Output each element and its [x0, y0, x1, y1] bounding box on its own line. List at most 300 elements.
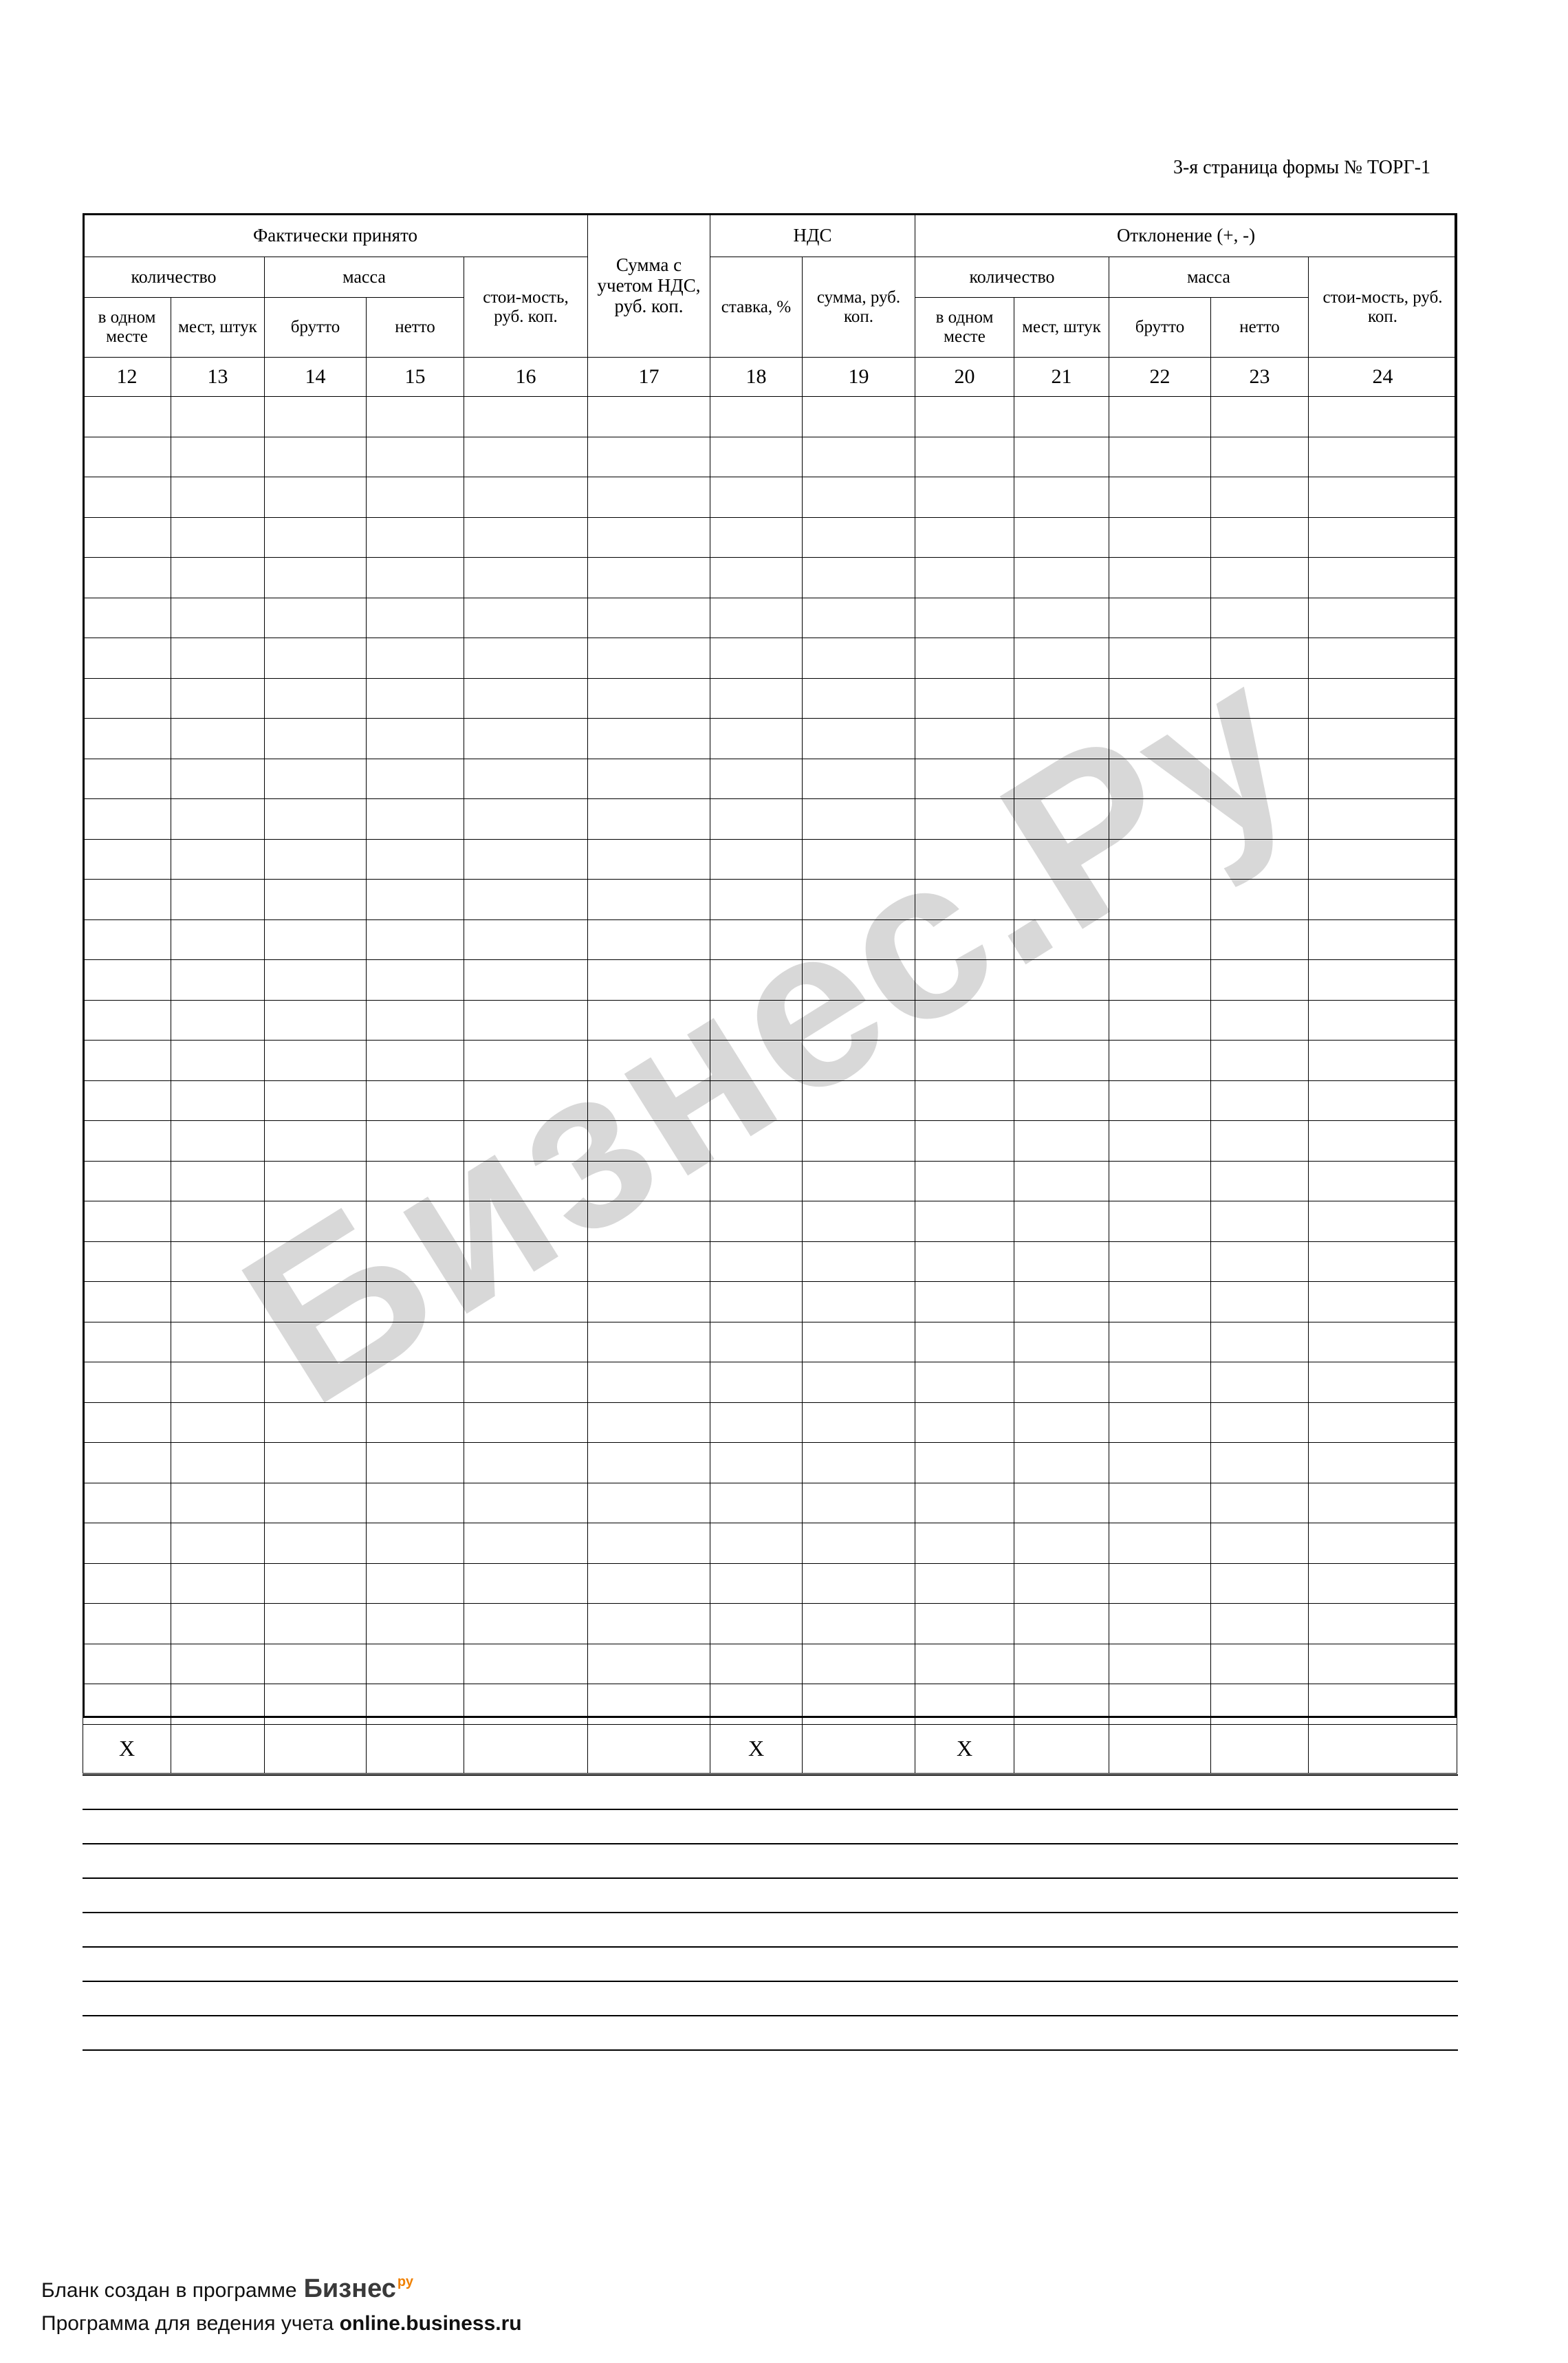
- table-cell[interactable]: [1211, 1604, 1309, 1644]
- table-cell[interactable]: [367, 1604, 464, 1644]
- table-cell[interactable]: [83, 1362, 171, 1403]
- table-cell[interactable]: [171, 1402, 265, 1443]
- table-cell[interactable]: [710, 1201, 803, 1242]
- table-cell[interactable]: [265, 558, 367, 598]
- table-cell[interactable]: [1309, 1563, 1457, 1604]
- total-cell[interactable]: [1309, 1724, 1457, 1773]
- table-cell[interactable]: [710, 960, 803, 1001]
- table-cell[interactable]: [464, 397, 588, 437]
- table-cell[interactable]: [1014, 1563, 1109, 1604]
- table-cell[interactable]: [265, 1322, 367, 1362]
- table-cell[interactable]: [1014, 1322, 1109, 1362]
- table-cell[interactable]: [265, 1080, 367, 1121]
- table-cell[interactable]: [803, 678, 915, 719]
- table-cell[interactable]: [588, 1282, 710, 1322]
- table-cell[interactable]: [588, 919, 710, 960]
- table-cell[interactable]: [1211, 1041, 1309, 1081]
- table-cell[interactable]: [464, 678, 588, 719]
- table-cell[interactable]: [1014, 919, 1109, 960]
- table-cell[interactable]: [1211, 1483, 1309, 1523]
- table-cell[interactable]: [710, 719, 803, 759]
- table-cell[interactable]: [588, 437, 710, 477]
- table-cell[interactable]: [171, 1241, 265, 1282]
- table-cell[interactable]: [265, 759, 367, 799]
- table-cell[interactable]: [1109, 1201, 1211, 1242]
- table-cell[interactable]: [710, 1402, 803, 1443]
- table-cell[interactable]: [1211, 1121, 1309, 1162]
- table-cell[interactable]: [710, 477, 803, 518]
- table-cell[interactable]: [367, 1523, 464, 1564]
- table-cell[interactable]: [803, 960, 915, 1001]
- table-cell[interactable]: [464, 558, 588, 598]
- table-cell[interactable]: [915, 1604, 1014, 1644]
- table-cell[interactable]: [803, 1483, 915, 1523]
- table-cell[interactable]: [171, 1362, 265, 1403]
- table-cell[interactable]: [1014, 1121, 1109, 1162]
- table-cell[interactable]: [1211, 1161, 1309, 1201]
- table-cell[interactable]: [1109, 1362, 1211, 1403]
- table-cell[interactable]: [171, 759, 265, 799]
- table-cell[interactable]: [83, 1282, 171, 1322]
- table-cell[interactable]: [83, 558, 171, 598]
- table-cell[interactable]: [83, 1483, 171, 1523]
- table-cell[interactable]: [83, 1644, 171, 1684]
- table-cell[interactable]: [1109, 558, 1211, 598]
- table-cell[interactable]: [83, 719, 171, 759]
- table-cell[interactable]: [1309, 839, 1457, 880]
- table-cell[interactable]: [367, 919, 464, 960]
- table-cell[interactable]: [1309, 1241, 1457, 1282]
- table-cell[interactable]: [265, 1402, 367, 1443]
- table-cell[interactable]: [1309, 1523, 1457, 1564]
- table-cell[interactable]: [265, 799, 367, 840]
- table-cell[interactable]: [1014, 517, 1109, 558]
- table-cell[interactable]: [171, 919, 265, 960]
- table-cell[interactable]: [710, 517, 803, 558]
- table-cell[interactable]: [464, 477, 588, 518]
- table-cell[interactable]: [367, 759, 464, 799]
- total-cell[interactable]: [1109, 1724, 1211, 1773]
- table-cell[interactable]: [588, 1201, 710, 1242]
- table-cell[interactable]: [83, 678, 171, 719]
- table-cell[interactable]: [171, 558, 265, 598]
- table-cell[interactable]: [588, 839, 710, 880]
- table-cell[interactable]: [1109, 919, 1211, 960]
- table-cell[interactable]: [915, 558, 1014, 598]
- table-cell[interactable]: [265, 960, 367, 1001]
- table-cell[interactable]: [1109, 1443, 1211, 1483]
- table-cell[interactable]: [1109, 839, 1211, 880]
- table-cell[interactable]: [803, 1322, 915, 1362]
- table-cell[interactable]: [1211, 1684, 1309, 1725]
- table-cell[interactable]: [1109, 1604, 1211, 1644]
- total-marker-cell[interactable]: X: [710, 1724, 803, 1773]
- table-cell[interactable]: [1211, 719, 1309, 759]
- table-cell[interactable]: [710, 1362, 803, 1403]
- table-cell[interactable]: [83, 1523, 171, 1564]
- table-cell[interactable]: [1211, 960, 1309, 1001]
- table-cell[interactable]: [1014, 1241, 1109, 1282]
- table-cell[interactable]: [1211, 1523, 1309, 1564]
- table-cell[interactable]: [1309, 1362, 1457, 1403]
- table-cell[interactable]: [915, 598, 1014, 638]
- table-cell[interactable]: [171, 1080, 265, 1121]
- table-cell[interactable]: [1211, 1644, 1309, 1684]
- table-cell[interactable]: [83, 1121, 171, 1162]
- table-cell[interactable]: [710, 1121, 803, 1162]
- table-cell[interactable]: [265, 880, 367, 920]
- table-cell[interactable]: [464, 1402, 588, 1443]
- table-cell[interactable]: [915, 1684, 1014, 1725]
- table-cell[interactable]: [588, 678, 710, 719]
- table-cell[interactable]: [171, 638, 265, 679]
- table-cell[interactable]: [265, 477, 367, 518]
- table-cell[interactable]: [710, 1644, 803, 1684]
- table-cell[interactable]: [367, 1644, 464, 1684]
- table-cell[interactable]: [1309, 598, 1457, 638]
- table-cell[interactable]: [803, 477, 915, 518]
- table-cell[interactable]: [588, 1362, 710, 1403]
- table-cell[interactable]: [367, 1684, 464, 1725]
- table-cell[interactable]: [171, 1121, 265, 1162]
- table-cell[interactable]: [1014, 558, 1109, 598]
- table-cell[interactable]: [464, 719, 588, 759]
- table-cell[interactable]: [1109, 880, 1211, 920]
- table-cell[interactable]: [1309, 437, 1457, 477]
- table-cell[interactable]: [83, 799, 171, 840]
- table-cell[interactable]: [83, 1563, 171, 1604]
- table-cell[interactable]: [367, 1362, 464, 1403]
- table-cell[interactable]: [710, 397, 803, 437]
- table-cell[interactable]: [83, 880, 171, 920]
- table-cell[interactable]: [588, 1523, 710, 1564]
- table-cell[interactable]: [367, 1080, 464, 1121]
- table-cell[interactable]: [265, 1000, 367, 1041]
- table-cell[interactable]: [915, 1121, 1014, 1162]
- total-marker-cell[interactable]: X: [915, 1724, 1014, 1773]
- table-cell[interactable]: [464, 1684, 588, 1725]
- table-cell[interactable]: [1109, 1644, 1211, 1684]
- table-cell[interactable]: [915, 437, 1014, 477]
- table-cell[interactable]: [710, 1604, 803, 1644]
- table-cell[interactable]: [1109, 1080, 1211, 1121]
- table-cell[interactable]: [803, 1604, 915, 1644]
- table-cell[interactable]: [1014, 1684, 1109, 1725]
- table-cell[interactable]: [915, 477, 1014, 518]
- table-cell[interactable]: [171, 1483, 265, 1523]
- table-cell[interactable]: [1014, 960, 1109, 1001]
- table-cell[interactable]: [803, 1041, 915, 1081]
- table-cell[interactable]: [915, 1041, 1014, 1081]
- table-cell[interactable]: [588, 960, 710, 1001]
- table-cell[interactable]: [803, 598, 915, 638]
- table-cell[interactable]: [803, 799, 915, 840]
- table-cell[interactable]: [367, 719, 464, 759]
- table-cell[interactable]: [265, 1282, 367, 1322]
- table-cell[interactable]: [915, 1483, 1014, 1523]
- table-cell[interactable]: [1014, 1041, 1109, 1081]
- table-cell[interactable]: [1014, 1080, 1109, 1121]
- table-cell[interactable]: [1211, 1080, 1309, 1121]
- table-cell[interactable]: [1211, 1443, 1309, 1483]
- table-cell[interactable]: [464, 1000, 588, 1041]
- table-cell[interactable]: [1309, 960, 1457, 1001]
- table-cell[interactable]: [588, 1443, 710, 1483]
- table-cell[interactable]: [367, 1282, 464, 1322]
- table-cell[interactable]: [367, 1121, 464, 1162]
- table-cell[interactable]: [1014, 1282, 1109, 1322]
- table-cell[interactable]: [171, 1644, 265, 1684]
- table-cell[interactable]: [915, 678, 1014, 719]
- table-cell[interactable]: [83, 1000, 171, 1041]
- table-cell[interactable]: [803, 919, 915, 960]
- table-cell[interactable]: [1211, 558, 1309, 598]
- table-cell[interactable]: [1309, 1201, 1457, 1242]
- table-cell[interactable]: [588, 1241, 710, 1282]
- table-cell[interactable]: [171, 1523, 265, 1564]
- table-cell[interactable]: [171, 1201, 265, 1242]
- table-cell[interactable]: [83, 397, 171, 437]
- table-cell[interactable]: [1109, 1161, 1211, 1201]
- table-cell[interactable]: [915, 1402, 1014, 1443]
- table-cell[interactable]: [710, 1282, 803, 1322]
- table-cell[interactable]: [710, 1161, 803, 1201]
- table-cell[interactable]: [171, 1282, 265, 1322]
- table-cell[interactable]: [1211, 598, 1309, 638]
- table-cell[interactable]: [265, 1121, 367, 1162]
- table-cell[interactable]: [1014, 839, 1109, 880]
- table-cell[interactable]: [265, 1644, 367, 1684]
- table-cell[interactable]: [588, 1041, 710, 1081]
- table-cell[interactable]: [588, 558, 710, 598]
- table-cell[interactable]: [803, 1362, 915, 1403]
- table-cell[interactable]: [1014, 880, 1109, 920]
- table-cell[interactable]: [367, 1563, 464, 1604]
- table-cell[interactable]: [1014, 1443, 1109, 1483]
- table-cell[interactable]: [803, 1000, 915, 1041]
- table-cell[interactable]: [464, 1563, 588, 1604]
- table-cell[interactable]: [1014, 1523, 1109, 1564]
- table-cell[interactable]: [265, 1563, 367, 1604]
- table-cell[interactable]: [171, 839, 265, 880]
- table-cell[interactable]: [464, 1161, 588, 1201]
- table-cell[interactable]: [1211, 799, 1309, 840]
- table-cell[interactable]: [803, 397, 915, 437]
- table-cell[interactable]: [1109, 1121, 1211, 1162]
- table-cell[interactable]: [1109, 960, 1211, 1001]
- total-cell[interactable]: [1014, 1724, 1109, 1773]
- table-cell[interactable]: [265, 719, 367, 759]
- table-cell[interactable]: [171, 1443, 265, 1483]
- table-cell[interactable]: [83, 1322, 171, 1362]
- total-cell[interactable]: [367, 1724, 464, 1773]
- table-cell[interactable]: [915, 1201, 1014, 1242]
- total-cell[interactable]: [588, 1724, 710, 1773]
- table-cell[interactable]: [171, 1322, 265, 1362]
- table-cell[interactable]: [1211, 880, 1309, 920]
- table-cell[interactable]: [710, 839, 803, 880]
- table-cell[interactable]: [1014, 1483, 1109, 1523]
- table-cell[interactable]: [1014, 598, 1109, 638]
- table-cell[interactable]: [83, 1241, 171, 1282]
- table-cell[interactable]: [1211, 919, 1309, 960]
- table-cell[interactable]: [464, 1282, 588, 1322]
- table-cell[interactable]: [710, 880, 803, 920]
- table-cell[interactable]: [83, 1041, 171, 1081]
- table-cell[interactable]: [1309, 1483, 1457, 1523]
- table-cell[interactable]: [1109, 1241, 1211, 1282]
- table-cell[interactable]: [588, 477, 710, 518]
- table-cell[interactable]: [915, 719, 1014, 759]
- table-cell[interactable]: [367, 1041, 464, 1081]
- table-cell[interactable]: [1109, 517, 1211, 558]
- table-cell[interactable]: [710, 1563, 803, 1604]
- table-cell[interactable]: [1309, 517, 1457, 558]
- table-cell[interactable]: [1309, 1684, 1457, 1725]
- table-cell[interactable]: [1014, 638, 1109, 679]
- total-marker-cell[interactable]: X: [83, 1724, 171, 1773]
- table-cell[interactable]: [803, 759, 915, 799]
- table-cell[interactable]: [710, 1322, 803, 1362]
- table-cell[interactable]: [83, 1684, 171, 1725]
- table-cell[interactable]: [1109, 1523, 1211, 1564]
- table-cell[interactable]: [1309, 477, 1457, 518]
- table-cell[interactable]: [265, 839, 367, 880]
- table-cell[interactable]: [1309, 1080, 1457, 1121]
- table-cell[interactable]: [915, 960, 1014, 1001]
- table-cell[interactable]: [915, 799, 1014, 840]
- table-cell[interactable]: [588, 1161, 710, 1201]
- table-cell[interactable]: [1014, 1402, 1109, 1443]
- table-cell[interactable]: [1014, 1604, 1109, 1644]
- table-cell[interactable]: [1309, 638, 1457, 679]
- table-cell[interactable]: [1014, 397, 1109, 437]
- table-cell[interactable]: [367, 799, 464, 840]
- table-cell[interactable]: [1211, 678, 1309, 719]
- table-cell[interactable]: [265, 678, 367, 719]
- table-cell[interactable]: [803, 1563, 915, 1604]
- table-cell[interactable]: [464, 839, 588, 880]
- table-cell[interactable]: [803, 1080, 915, 1121]
- table-cell[interactable]: [1109, 1041, 1211, 1081]
- table-cell[interactable]: [915, 759, 1014, 799]
- table-cell[interactable]: [83, 759, 171, 799]
- table-cell[interactable]: [464, 960, 588, 1001]
- table-cell[interactable]: [367, 839, 464, 880]
- table-cell[interactable]: [710, 1684, 803, 1725]
- table-cell[interactable]: [464, 1523, 588, 1564]
- table-cell[interactable]: [1309, 1161, 1457, 1201]
- table-cell[interactable]: [1309, 1604, 1457, 1644]
- table-cell[interactable]: [1211, 397, 1309, 437]
- table-cell[interactable]: [367, 517, 464, 558]
- table-cell[interactable]: [915, 919, 1014, 960]
- table-cell[interactable]: [1211, 839, 1309, 880]
- table-cell[interactable]: [464, 437, 588, 477]
- table-cell[interactable]: [1109, 437, 1211, 477]
- table-cell[interactable]: [588, 397, 710, 437]
- table-cell[interactable]: [1109, 719, 1211, 759]
- table-cell[interactable]: [710, 1523, 803, 1564]
- table-cell[interactable]: [83, 1201, 171, 1242]
- table-cell[interactable]: [1309, 678, 1457, 719]
- table-cell[interactable]: [464, 1241, 588, 1282]
- table-cell[interactable]: [1109, 759, 1211, 799]
- table-cell[interactable]: [588, 759, 710, 799]
- table-cell[interactable]: [803, 517, 915, 558]
- table-cell[interactable]: [171, 1000, 265, 1041]
- table-cell[interactable]: [1211, 1402, 1309, 1443]
- table-cell[interactable]: [367, 598, 464, 638]
- table-cell[interactable]: [83, 1604, 171, 1644]
- table-cell[interactable]: [83, 517, 171, 558]
- table-cell[interactable]: [1309, 1322, 1457, 1362]
- table-cell[interactable]: [1211, 1201, 1309, 1242]
- table-cell[interactable]: [367, 558, 464, 598]
- table-cell[interactable]: [367, 1402, 464, 1443]
- table-cell[interactable]: [1309, 1443, 1457, 1483]
- table-cell[interactable]: [915, 1241, 1014, 1282]
- table-cell[interactable]: [83, 960, 171, 1001]
- table-cell[interactable]: [265, 1041, 367, 1081]
- table-cell[interactable]: [464, 517, 588, 558]
- table-cell[interactable]: [803, 1684, 915, 1725]
- table-cell[interactable]: [171, 1604, 265, 1644]
- table-cell[interactable]: [803, 839, 915, 880]
- table-cell[interactable]: [1014, 759, 1109, 799]
- table-cell[interactable]: [1109, 1000, 1211, 1041]
- table-cell[interactable]: [83, 598, 171, 638]
- table-cell[interactable]: [1309, 397, 1457, 437]
- table-cell[interactable]: [710, 1483, 803, 1523]
- table-cell[interactable]: [1211, 759, 1309, 799]
- table-cell[interactable]: [83, 1161, 171, 1201]
- table-cell[interactable]: [1109, 477, 1211, 518]
- table-cell[interactable]: [915, 1644, 1014, 1684]
- table-cell[interactable]: [1211, 1563, 1309, 1604]
- table-cell[interactable]: [265, 437, 367, 477]
- table-cell[interactable]: [83, 1443, 171, 1483]
- table-cell[interactable]: [367, 397, 464, 437]
- table-cell[interactable]: [915, 517, 1014, 558]
- table-cell[interactable]: [171, 799, 265, 840]
- table-cell[interactable]: [915, 1362, 1014, 1403]
- table-cell[interactable]: [803, 437, 915, 477]
- table-cell[interactable]: [265, 1443, 367, 1483]
- table-cell[interactable]: [464, 1080, 588, 1121]
- table-cell[interactable]: [588, 880, 710, 920]
- table-cell[interactable]: [1014, 1201, 1109, 1242]
- table-cell[interactable]: [1309, 1000, 1457, 1041]
- table-cell[interactable]: [1211, 638, 1309, 679]
- table-cell[interactable]: [1109, 1684, 1211, 1725]
- table-cell[interactable]: [367, 1000, 464, 1041]
- table-cell[interactable]: [1014, 799, 1109, 840]
- table-cell[interactable]: [464, 598, 588, 638]
- table-cell[interactable]: [588, 1322, 710, 1362]
- table-cell[interactable]: [265, 397, 367, 437]
- table-cell[interactable]: [588, 1483, 710, 1523]
- table-cell[interactable]: [464, 638, 588, 679]
- table-cell[interactable]: [915, 839, 1014, 880]
- table-cell[interactable]: [464, 1483, 588, 1523]
- table-cell[interactable]: [803, 1161, 915, 1201]
- table-cell[interactable]: [1211, 1000, 1309, 1041]
- table-cell[interactable]: [83, 1080, 171, 1121]
- table-cell[interactable]: [803, 1282, 915, 1322]
- table-cell[interactable]: [367, 1483, 464, 1523]
- table-cell[interactable]: [367, 1241, 464, 1282]
